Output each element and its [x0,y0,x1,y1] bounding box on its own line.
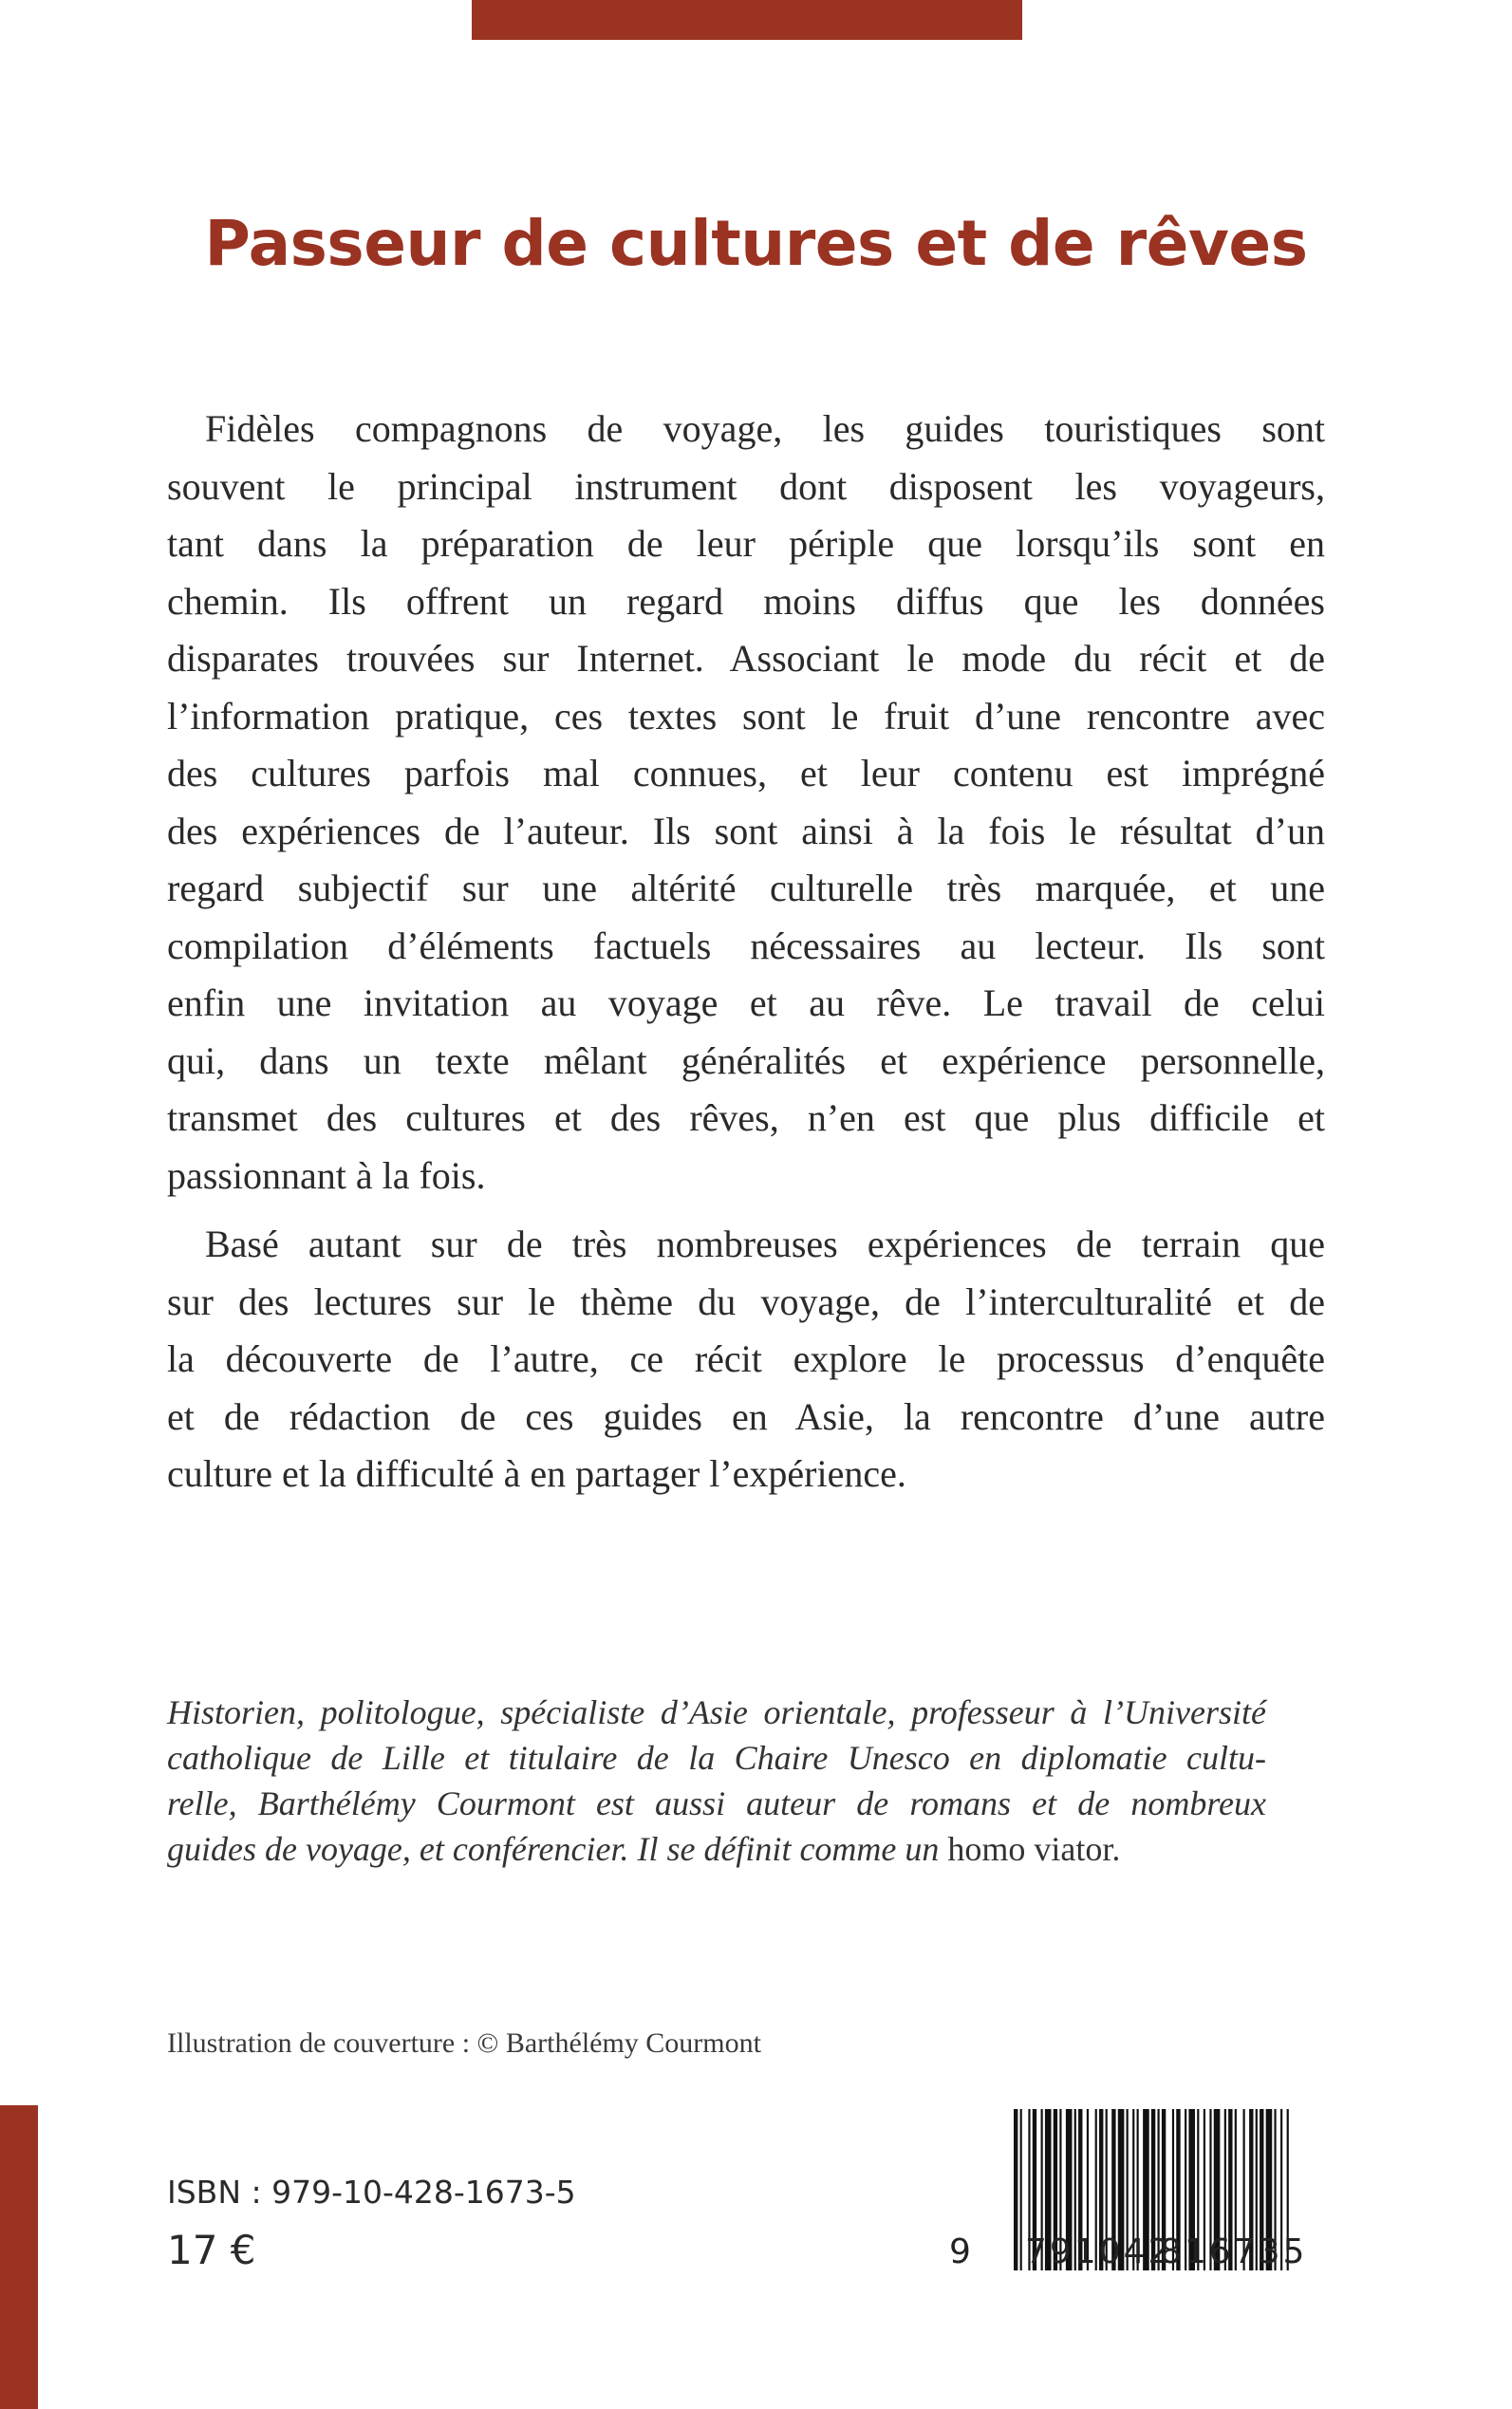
isbn-label: ISBN : 979-10-428-1673-5 [167,2174,576,2211]
left-accent-bar [0,2105,38,2409]
summary-line: la découverte de l’autre, ce récit explore le processus d’enquête [167,1337,1325,1380]
summary-line: tant dans la préparation de leur périple que lorsqu’ils sont en [167,522,1325,565]
paragraph-gap [167,1204,1325,1216]
summary-line: Fidèles compagnons de voyage, les guides touristiques sont [205,407,1325,450]
summary-line: compilation d’éléments factuels nécessaires au lecteur. Ils sont [167,924,1325,967]
summary-line: transmet des cultures et des rêves, n’en est que plus difficile et [167,1096,1325,1139]
summary-line: disparates trouvées sur Internet. Associant le mode du récit et de [167,637,1325,680]
bio-line-text: Historien, politologue, spécialiste d’Asie orientale, professeur à l’Université [167,1693,1266,1731]
summary-line: l’information pratique, ces textes sont le fruit d’une rencontre avec [167,694,1325,738]
summary-line: regard subjectif sur une altérité culturelle très marquée, et une [167,867,1325,909]
summary-text [167,401,1325,1503]
bio-roman-phrase: homo viator. [947,1830,1121,1868]
bio-line-text: catholique de Lille et titulaire de la Chaire Unesco en diplomatie cultu- [167,1739,1266,1777]
barcode-bar [1020,2109,1022,2270]
summary-line: Basé autant sur de très nombreuses expériences de terrain que [205,1223,1325,1265]
author-bio [167,1690,1266,1872]
summary-line: chemin. Ils offrent un regard moins diffus que les données [167,579,1325,623]
summary-line: enfin une invitation au voyage et au rêve. Le travail de celui [167,981,1325,1024]
summary-line: sur des lectures sur le thème du voyage, de l’interculturalité et de [167,1279,1325,1323]
cover-illustration-credit: Illustration de couverture : © Barthélémy Courmont [167,2027,761,2059]
barcode-left-group: 791042 [1025,2232,1173,2271]
publisher-quill-logo [68,2145,140,2288]
barcode-first-digit: 9 [949,2232,971,2271]
barcode-bar [1014,2109,1017,2270]
bio-line-text: guides de voyage, et conférencier. Il se définit comme un [167,1830,948,1868]
bio-line [167,1690,1266,1735]
bio-line [167,1826,1266,1872]
summary-line: et de rédaction de ces guides en Asie, la rencontre d’une autre [167,1394,1325,1438]
summary-line: passionnant à la fois. [167,1153,486,1197]
bio-line [167,1735,1266,1781]
summary-line: culture et la difficulté à en partager l’expérience. [167,1452,906,1495]
top-accent-bar [472,0,1022,40]
back-cover-title: Passeur de cultures et de rêves [204,207,1308,280]
summary-line: des cultures parfois mal connues, et leur contenu est imprégné [167,752,1325,794]
price-label: 17 € [167,2227,256,2273]
summary-line: qui, dans un texte mêlant généralités et expérience personnelle, [167,1038,1325,1082]
bio-line [167,1781,1266,1826]
summary-line: souvent le principal instrument dont disposent les voyageurs, [167,464,1325,508]
barcode-right-group: 816735 [1160,2232,1308,2271]
bio-line-text: relle, Barthélémy Courmont est aussi auteur de romans et de nombreux [167,1784,1266,1822]
summary-line: des expériences de l’auteur. Ils sont ainsi à la fois le résultat d’un [167,809,1325,852]
